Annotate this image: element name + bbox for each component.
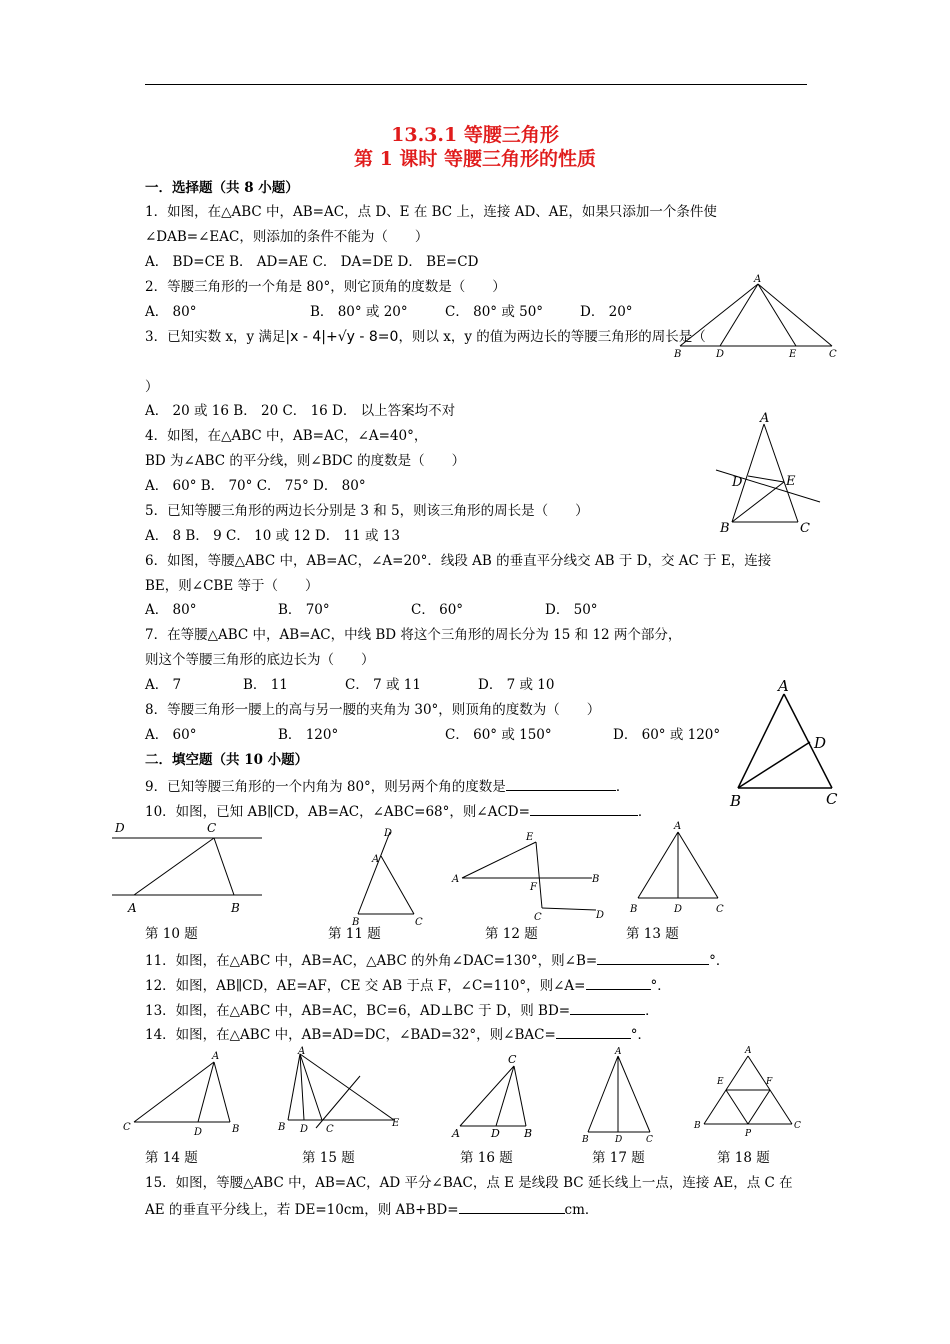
title-line2: 第 1 课时 等腰三角形的性质	[353, 148, 597, 170]
figure-q4	[712, 410, 832, 538]
header-rule	[145, 84, 807, 85]
q2-text: 2．等腰三角形的一个角是 80°，则它顶角的度数是（ ）	[145, 279, 506, 295]
q3-eq-abs: |x - 4|	[285, 329, 326, 345]
q8-text: 8．等腰三角形一腰上的高与另一腰的夹角为 30°，则顶角的度数为（ ）	[145, 702, 601, 718]
fig14-side-ac	[134, 1062, 214, 1122]
fig1-label-d: D	[716, 349, 725, 360]
fig18-label-p: P	[745, 1129, 752, 1139]
caption-q11: 第 11 题	[328, 926, 381, 942]
title-line1: 13.3.1 等腰三角形	[391, 124, 559, 146]
q7-option-a: A． 7	[145, 677, 182, 693]
fig11-side-ac	[381, 856, 414, 914]
fig4-side-ac	[764, 424, 798, 522]
fig14-label-b: B	[232, 1124, 240, 1135]
q15-end: cm．	[564, 1202, 599, 1218]
q11-stem: 11．如图，在△ABC 中，AB=AC，△ABC 的外角∠DAC=130°，则∠B=	[145, 953, 598, 969]
fig7-label-b: B	[730, 792, 742, 810]
fig18-label-e: E	[717, 1077, 724, 1087]
fig17-label-b: B	[582, 1135, 589, 1145]
fig12-label-e: E	[526, 832, 534, 843]
fig13-side-ac	[678, 832, 718, 898]
fig14-side-ab	[214, 1062, 230, 1122]
q13-end: ．	[645, 1003, 659, 1019]
fig12-label-c: C	[534, 912, 542, 923]
q12-answer-blank[interactable]	[586, 975, 651, 990]
fig10-label-a: A	[128, 901, 137, 915]
q12-end: °．	[650, 978, 671, 994]
fig18-label-c: C	[794, 1121, 801, 1131]
q11-answer-blank[interactable]	[597, 950, 709, 965]
q1-text2: ∠DAB=∠EAC，则添加的条件不能为（ ）	[145, 229, 429, 245]
fig16-side-cb	[514, 1066, 526, 1126]
caption-q18: 第 18 题	[717, 1150, 770, 1166]
fig7-label-c: C	[826, 790, 838, 808]
q11-text	[145, 950, 729, 970]
fig15-label-b: B	[278, 1122, 286, 1133]
q11-end: °．	[709, 953, 730, 969]
fig1-ad	[720, 284, 758, 346]
fig10-label-d: D	[115, 821, 125, 835]
fig14-label-a: A	[212, 1051, 220, 1062]
fig15-ae	[300, 1054, 394, 1120]
q7-text2: 则这个等腰三角形的底边长为（ ）	[145, 652, 375, 668]
fig15-label-a: A	[298, 1046, 306, 1057]
q6-option-c: C． 60°	[411, 602, 464, 618]
q6-text2: BE，则∠CBE 等于（ ）	[145, 578, 319, 594]
fig15-side-ab	[288, 1054, 300, 1120]
fig1-side-ac	[758, 284, 832, 346]
fig12-label-f: F	[530, 882, 537, 893]
fig18-label-a: A	[745, 1046, 752, 1056]
caption-q10: 第 10 题	[145, 926, 198, 942]
fig16-label-c: C	[508, 1053, 517, 1066]
fig18-label-f: F	[766, 1077, 773, 1087]
fig18-fp	[748, 1090, 770, 1124]
q9-end: ．	[615, 779, 630, 795]
q10-stem: 10．如图，已知 AB∥CD，AB=AC，∠ABC=68°，则∠ACD=	[145, 804, 530, 820]
fig1-label-c: C	[829, 349, 837, 360]
fig15-label-e: E	[392, 1118, 400, 1129]
fig4-label-a: A	[760, 411, 770, 426]
figure-q11	[342, 822, 434, 930]
q13-text	[145, 1000, 659, 1020]
q4-text: 4．如图，在△ABC 中，AB=AC，∠A=40°，	[145, 428, 428, 444]
fig1-label-e: E	[789, 349, 797, 360]
q2-option-c: C． 80° 或 50°	[445, 304, 544, 320]
q7-option-c: C． 7 或 11	[345, 677, 421, 693]
fig4-label-e: E	[786, 474, 796, 489]
section-choice: 一．选择题（共 8 小题）	[145, 180, 299, 196]
fig18-label-b: B	[694, 1121, 701, 1131]
fig4-side-ab	[732, 424, 764, 522]
q8-option-c: C． 60° 或 150°	[445, 727, 552, 743]
q7-text: 7．在等腰△ABC 中，AB=AC，中线 BD 将这个三角形的周长分为 15 和 12 两个部分，	[145, 627, 682, 643]
fig15-label-d: D	[300, 1124, 309, 1135]
figure-q15	[276, 1046, 406, 1136]
q3-eq-plus: +	[326, 329, 338, 345]
fig15-label-c: C	[326, 1124, 334, 1135]
fig1-label-b: B	[674, 349, 682, 360]
fig16-label-b: B	[524, 1127, 533, 1140]
q12-stem: 12．如图，AB∥CD，AE=AF，CE 交 AB 于点 F，∠C=110°，则∠A=	[145, 978, 586, 994]
figure-q10	[110, 818, 266, 914]
fig11-label-c: C	[415, 917, 423, 928]
fig4-label-c: C	[800, 521, 810, 536]
q9-stem: 9．已知等腰三角形的一个内角为 80°，则另两个角的度数是	[145, 779, 506, 795]
fig17-side-ab	[588, 1056, 618, 1132]
q6-text: 6．如图，等腰△ABC 中，AB=AC，∠A=20°．线段 AB 的垂直平分线交 AB 于 D，交 AC 于 E，连接	[145, 553, 772, 569]
fig7-label-d: D	[814, 734, 827, 752]
fig14-ad	[198, 1062, 214, 1122]
fig1-side-ab	[680, 284, 758, 346]
q12-text	[145, 975, 671, 995]
q7-option-d: D． 7 或 10	[478, 677, 555, 693]
fig1-label-a: A	[754, 274, 762, 285]
q13-stem: 13．如图，在△ABC 中，AB=AC，BC=6，AD⊥BC 于 D，则 BD=	[145, 1003, 571, 1019]
fig10-cb	[214, 838, 234, 895]
fig16-side-ca	[460, 1066, 514, 1126]
fig7-label-a: A	[778, 677, 789, 695]
q9-text	[145, 776, 629, 796]
fig10-ac	[134, 838, 214, 895]
q7-option-b: B． 11	[243, 677, 288, 693]
q1-options: A． BD=CE B． AD=AE C． DA=DE D． BE=CD	[145, 254, 479, 270]
q3-eq-sqrt: √y - 8=0	[337, 329, 399, 345]
q1-text: 1．如图，在△ABC 中，AB=AC，点 D、E 在 BC 上，连接 AD、AE，如果只添加一个条件使	[145, 204, 717, 220]
q6-option-b: B． 70°	[278, 602, 330, 618]
fig13-label-d: D	[674, 904, 683, 915]
q8-option-d: D． 60° 或 120°	[613, 727, 721, 743]
figure-q12	[450, 826, 612, 926]
q15-answer-blank[interactable]	[459, 1199, 565, 1214]
figure-q7	[726, 676, 850, 810]
q14-answer-blank[interactable]	[556, 1024, 631, 1039]
q14-stem: 14．如图，在△ABC 中，AB=AD=DC，∠BAD=32°，则∠BAC=	[145, 1027, 556, 1043]
q5-options: A． 8 B． 9 C． 10 或 12 D． 11 或 13	[145, 528, 400, 544]
fig17-label-c: C	[646, 1135, 653, 1145]
fig12-ec	[536, 842, 542, 908]
q3-options: A． 20 或 16 B． 20 C． 16 D． 以上答案均不对	[145, 403, 456, 419]
q14-text	[145, 1024, 651, 1044]
q8-option-a: A． 60°	[145, 727, 197, 743]
q13-answer-blank[interactable]	[570, 1000, 645, 1015]
caption-q16: 第 16 题	[460, 1150, 513, 1166]
fig13-label-b: B	[630, 904, 638, 915]
q8-option-b: B． 120°	[278, 727, 339, 743]
caption-q12: 第 12 题	[485, 926, 538, 942]
q3-post: ，则以 x，y 的值为两边长的等腰三角形的周长是（	[398, 329, 706, 345]
fig17-side-ac	[618, 1056, 650, 1132]
fig11-line-db	[358, 832, 390, 914]
q4-options: A． 60° B． 70° C． 75° D． 80°	[145, 478, 366, 494]
q15-stem: AE 的垂直平分线上，若 DE=10cm，则 AB+BD=	[145, 1202, 459, 1218]
fig12-label-d: D	[596, 910, 605, 921]
q3-equation	[285, 328, 398, 346]
fig13-side-ab	[638, 832, 678, 898]
q6-option-d: D． 50°	[545, 602, 598, 618]
q15-text: 15．如图，等腰△ABC 中，AB=AC，AD 平分∠BAC，点 E 是线段 BC 延长线上一点，连接 AE，点 C 在	[145, 1175, 793, 1191]
fig18-ep	[726, 1090, 748, 1124]
q10-answer-blank[interactable]	[530, 801, 638, 816]
fig11-label-d: D	[384, 828, 393, 839]
q2-option-d: D． 20°	[580, 304, 633, 320]
q3-text	[145, 328, 706, 346]
section-fill: 二．填空题（共 10 小题）	[145, 752, 309, 768]
fig10-label-c: C	[207, 821, 217, 835]
fig11-label-b: B	[352, 917, 360, 928]
fig13-label-c: C	[716, 904, 724, 915]
fig12-line-cd	[542, 908, 596, 910]
fig13-label-a: A	[674, 821, 682, 832]
q5-text: 5．已知等腰三角形的两边长分别是 3 和 5，则该三角形的周长是（ ）	[145, 503, 589, 519]
q3-pre: 3．已知实数 x，y 满足	[145, 329, 286, 345]
fig16-label-d: D	[491, 1127, 500, 1140]
caption-q15: 第 15 题	[302, 1150, 355, 1166]
fig12-label-a: A	[452, 874, 460, 885]
figure-q1	[672, 272, 842, 362]
q15-text2	[145, 1199, 598, 1219]
fig11-label-a: A	[372, 854, 380, 865]
caption-q17: 第 17 题	[592, 1150, 645, 1166]
fig10-label-b: B	[231, 901, 240, 915]
fig14-label-c: C	[123, 1122, 131, 1133]
fig14-label-d: D	[194, 1127, 203, 1138]
q2-option-a: A． 80°	[145, 304, 197, 320]
fig12-ae	[462, 842, 536, 878]
q2-option-b: B． 80° 或 20°	[310, 304, 408, 320]
figure-q14	[118, 1048, 248, 1140]
fig4-label-d: D	[732, 475, 743, 490]
figure-q17	[578, 1044, 660, 1144]
q10-end: ．	[637, 804, 652, 820]
caption-q13: 第 13 题	[626, 926, 679, 942]
fig12-label-b: B	[592, 874, 600, 885]
q14-end: °．	[630, 1027, 652, 1043]
fig1-ae	[758, 284, 796, 346]
figure-q18	[690, 1044, 804, 1138]
caption-q14: 第 14 题	[145, 1150, 198, 1166]
figure-q13	[626, 818, 730, 918]
fig16-label-a: A	[452, 1127, 460, 1140]
fig4-label-b: B	[720, 521, 730, 536]
q6-option-a: A． 80°	[145, 602, 197, 618]
fig17-label-a: A	[615, 1047, 622, 1057]
q9-answer-blank[interactable]	[506, 776, 616, 791]
figure-q16	[448, 1050, 540, 1142]
fig17-label-d: D	[615, 1135, 623, 1145]
fig16-cd	[496, 1066, 514, 1126]
q4-text2: BD 为∠ABC 的平分线，则∠BDC 的度数是（ ）	[145, 453, 466, 469]
q3-text2: ）	[145, 379, 159, 395]
